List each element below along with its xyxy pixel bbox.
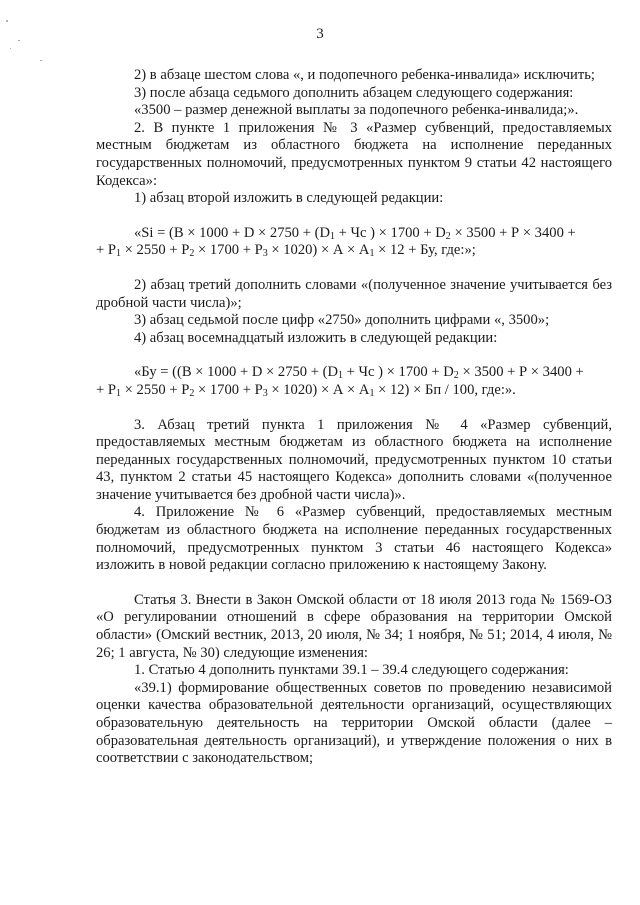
paragraph: 1) абзац второй изложить в следующей редакции: xyxy=(134,190,444,207)
paragraph: 2) в абзаце шестом слова «, и подопечного ребенка-инвалида» исключить; xyxy=(134,67,595,83)
scan-speck xyxy=(6,20,8,22)
paragraph: 4. Приложение № 6 «Размер субвенций, предоставляемых местным бюджетам из областного бюджета на исполнение переданных государственных полномочий, предусмотренных пунктом 3 статьи 46 настоящего Кодекса» изложить в новой редакции согласно приложению к настоящему Закону. xyxy=(96,504,612,574)
paragraph: 4) абзац восемнадцатый изложить в следующей редакции: xyxy=(134,329,498,346)
paragraph: 3) абзац седьмой после цифр «2750» дополнить цифрами «, 3500»; xyxy=(134,312,550,329)
paragraph: 2) абзац третий дополнить словами «(полученное значение учитывается без дробной части числа)»; xyxy=(96,276,612,311)
article-3-heading-paragraph: Статья 3. Внести в Закон Омской области от 18 июля 2013 года № 1569-ОЗ «О регулировании отношений в сфере образования на территории Омской области» (Омский вестник, 2013, 20 июля, № 34; 1 ноября, № 51; 2014, 4 июля, № 26; 1 августа, № 30) следующие изменения: xyxy=(96,591,612,661)
paragraph: 3. Абзац третий пункта 1 приложения № 4 «Размер субвенций, предоставляемых местным бюджетам из областного бюджета на исполнение переданных государственных полномочий, предусмотренных пунктом 10 статьи 43, пунктом 2 статьи 45 настоящего Кодекса» дополнить словами «(полученное значение учитывается без дробной части числа)». xyxy=(96,416,612,503)
formula-si: «$Si = (В \times 1000 + D \times 2750 + (D_1$ + Чс ) × $1700 + D_2 \times 3500 + Р \times 3400$ + + $Р_1 \times 2550 + Р_2 \times 1700 + Р_3 \times 1020) \times А \times А_1 \times 12$ + Бу, где:»; xyxy=(96,224,576,260)
paragraph: 1. Статью 4 дополнить пунктами 39.1 – 39.4 следующего содержания: xyxy=(134,662,569,679)
paragraph: 2. В пункте 1 приложения № 3 «Размер субвенций, предоставляемых местным бюджетам из областного бюджета на исполнение переданных государственных полномочий, предусмотренных пунктом 9 статьи 42 настоящего Кодекса»: xyxy=(96,119,612,189)
paragraph: «3500 – размер денежной выплаты за подопечного ребенка-инвалида;». xyxy=(134,102,579,119)
paragraph: «39.1) формирование общественных советов по проведению независимой оценки качества образовательной деятельности организаций, осуществляющих образовательную деятельность на территории Омской области (далее – образовательная деятельность организаций), и утверждение положения о них в соответствии с законодательством; xyxy=(96,679,612,767)
page-number: 3 xyxy=(316,26,324,42)
paragraph: 3) после абзаца седьмого дополнить абзацем следующего содержания: xyxy=(134,84,574,101)
document-body xyxy=(96,67,612,768)
scan-speck xyxy=(18,40,20,41)
scan-speck xyxy=(10,48,11,49)
scan-speck xyxy=(40,60,42,61)
formula-bu: «Бу = (($В \times 1000 + D \times 2750 + (D_1$ + Чс ) × $1700 + D_2 \times 3500 + Р \times 3400$ + + $Р_1 \times 2550 + Р_2 \times 1700 + Р_3 \times 1020) \times А \times А_1 \times 12$) × Бп / 100, где:». xyxy=(96,364,584,399)
